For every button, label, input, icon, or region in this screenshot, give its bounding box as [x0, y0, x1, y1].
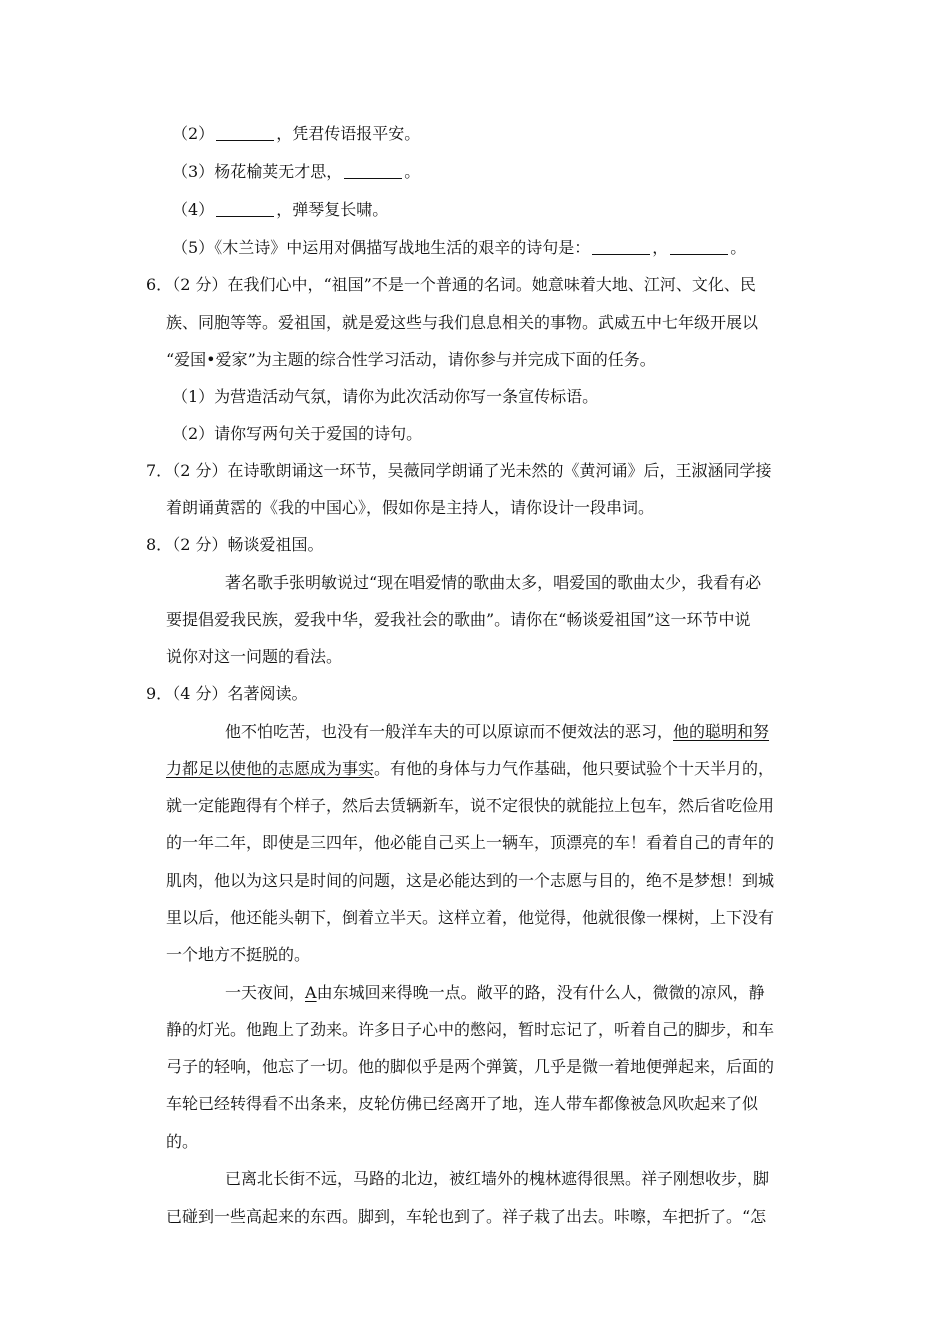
passage-1-line-5: 肌肉，他以为这只是时间的问题，这是必能达到的一个志愿与目的，绝不是梦想！到城	[166, 871, 775, 890]
question-7-line-2: 着朗诵黄霑的《我的中国心》，假如你是主持人，请你设计一段串词。	[166, 498, 655, 517]
fill-blank-4	[172, 200, 388, 220]
question-number: 7．	[146, 461, 173, 480]
passage-text: 他不怕吃苦，也没有一般洋车夫的可以原谅而不便效法的恶习，	[225, 722, 674, 741]
passage-1-line-2	[166, 759, 774, 779]
question-8	[146, 535, 323, 555]
passage-1-line-7: 一个地方不挺脱的。	[166, 945, 311, 964]
verse-text: 杨花榆荚无才思，	[214, 162, 343, 181]
passage-2-line-4: 车轮已经转得看不出条来，皮轮仿佛已经离开了地，连人带车都像被急风吹起来了似	[166, 1094, 759, 1113]
passage-2-line-5: 的。	[166, 1132, 199, 1151]
item-number: （5）	[172, 238, 215, 257]
passage-1-line-6: 里以后，他还能头朝下，倒着立半天。这样立着，他觉得，他就很像一棵树，上下没有	[166, 908, 775, 927]
answer-blank[interactable]	[592, 239, 650, 255]
question-text: （2 分）畅谈爱祖国。	[172, 535, 324, 554]
question-text: 《木兰诗》中运用对偶描写战地生活的艰辛的诗句是：	[214, 238, 591, 257]
underlined-text: 他的聪明和努	[673, 722, 770, 741]
question-8-para-line-1: 著名歌手张明敏说过“现在唱爱情的歌曲太多，唱爱国的歌曲太少，我看有必	[225, 573, 762, 592]
passage-3-line-2: 已碰到一些高起来的东西。脚到，车轮也到了。祥子栽了出去。咔嚓，车把折了。“怎	[166, 1207, 767, 1226]
passage-1-line-1	[225, 722, 769, 742]
question-6-sub-1: （1）为营造活动气氛，请你为此次活动你写一条宣传标语。	[172, 387, 599, 406]
passage-1-line-4: 的一年二年，即使是三四年，他必能自己买上一辆车，顶漂亮的车！看着自己的青年的	[166, 833, 775, 852]
verse-text: ，弹琴复长啸。	[276, 200, 389, 219]
question-6	[146, 275, 756, 295]
answer-blank[interactable]	[216, 201, 274, 217]
verse-text: ，凭君传语报平安。	[276, 124, 421, 143]
question-8-para-line-2: 要提倡爱我民族，爱我中华，爱我社会的歌曲”。请你在“畅谈爱祖国”这一环节中说	[166, 610, 751, 629]
answer-blank[interactable]	[670, 239, 728, 255]
passage-text: 。有他的身体与力气作基础，他只要试验个十天半月的，	[374, 759, 775, 778]
verse-punct: 。	[730, 238, 747, 257]
fill-blank-2	[172, 124, 420, 144]
item-number: （2）	[172, 124, 215, 143]
passage-3-line-1: 已离北长街不远，马路的北边，被红墙外的槐林遮得很黑。祥子刚想收步，脚	[225, 1169, 770, 1188]
question-number: 9．	[146, 684, 173, 703]
separator: ，	[652, 238, 669, 257]
passage-2-line-3: 弓子的轻响，他忘了一切。他的脚似乎是两个弹簧，几乎是微一着地便弹起来，后面的	[166, 1057, 775, 1076]
item-number: （3）	[172, 162, 215, 181]
question-text: （2 分）在我们心中，“祖国”不是一个普通的名词。她意味着大地、江河、文化、民	[172, 275, 756, 294]
question-8-para-line-3: 说你对这一问题的看法。	[166, 647, 343, 666]
question-7	[146, 461, 771, 481]
passage-2-line-1	[225, 983, 765, 1003]
fill-blank-3	[172, 162, 420, 182]
answer-blank[interactable]	[344, 163, 402, 179]
question-number: 8．	[146, 535, 173, 554]
blank-mark-a: A	[305, 983, 317, 1002]
question-6-line-2: 族、同胞等等。爱祖国，就是爱这些与我们息息相关的事物。武威五中七年级开展以	[166, 313, 759, 332]
question-6-sub-2: （2）请你写两句关于爱国的诗句。	[172, 424, 423, 443]
passage-text: 由东城回来得晚一点。敞平的路，没有什么人，微微的凉风，静	[316, 983, 765, 1002]
passage-1-line-3: 就一定能跑得有个样子，然后去赁辆新车，说不定很快的就能拉上包车，然后省吃俭用	[166, 796, 775, 815]
verse-punct: 。	[404, 162, 421, 181]
question-9	[146, 684, 307, 704]
fill-blank-5	[172, 238, 746, 258]
question-number: 6．	[146, 275, 173, 294]
passage-text: 一天夜间，	[225, 983, 306, 1002]
passage-2-line-2: 静的灯光。他跑上了劲来。许多日子心中的憋闷，暂时忘记了，听着自己的脚步，和车	[166, 1020, 775, 1039]
question-text: （2 分）在诗歌朗诵这一环节，吴薇同学朗诵了光未然的《黄河诵》后，王淑涵同学接	[172, 461, 772, 480]
underlined-text: 力都足以使他的志愿成为事实	[166, 759, 375, 778]
question-text: （4 分）名著阅读。	[172, 684, 308, 703]
item-number: （4）	[172, 200, 215, 219]
question-6-line-3: “爱国•爱家”为主题的综合性学习活动，请你参与并完成下面的任务。	[166, 350, 656, 369]
answer-blank[interactable]	[216, 125, 274, 141]
